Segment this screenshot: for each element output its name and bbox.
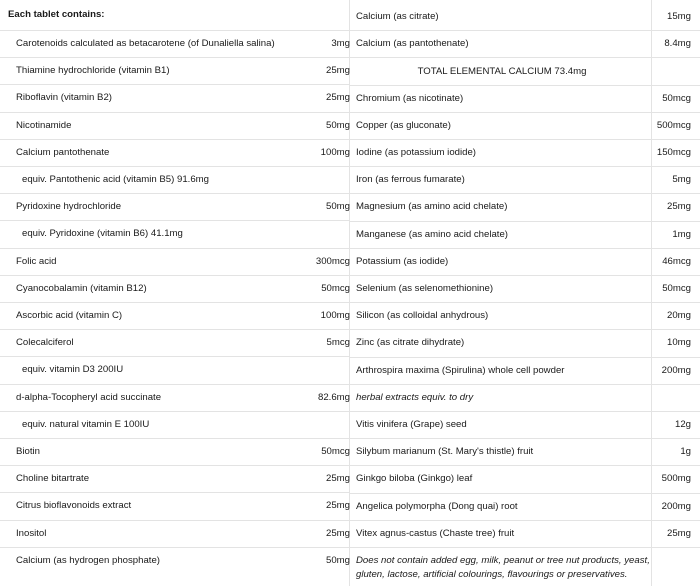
ingredient-name: Arthrospira maxima (Spirulina) whole cell powder bbox=[356, 364, 565, 376]
row-divider bbox=[349, 57, 700, 58]
ingredient-name: Vitex agnus-castus (Chaste tree) fruit bbox=[356, 527, 515, 539]
ingredient-name: Biotin bbox=[16, 446, 40, 457]
row-divider bbox=[0, 465, 349, 466]
row-divider bbox=[0, 84, 349, 85]
ingredient-name: Cyanocobalamin (vitamin B12) bbox=[16, 282, 147, 294]
row-divider bbox=[0, 57, 349, 58]
row-divider bbox=[349, 302, 700, 303]
ingredient-amount: 50mcg bbox=[321, 282, 350, 294]
row-divider bbox=[0, 520, 349, 521]
ingredient-name: Calcium (as citrate) bbox=[356, 11, 439, 22]
row-divider bbox=[0, 139, 349, 140]
ingredient-name: Silybum marianum (St. Mary's thistle) fruit bbox=[356, 446, 534, 458]
row-divider bbox=[349, 85, 700, 86]
ingredient-amount: 82.6mg bbox=[318, 391, 350, 403]
ingredient-amount: 100mg bbox=[320, 146, 350, 158]
ingredient-amount: 25mg bbox=[326, 65, 350, 77]
ingredient-amount: 500mg bbox=[661, 473, 691, 485]
row-divider bbox=[0, 248, 349, 249]
row-divider bbox=[349, 520, 700, 521]
ingredient-name: equiv. Pantothenic acid (vitamin B5) 91.6mg bbox=[22, 174, 209, 185]
ingredient-name: Iron (as ferrous fumarate) bbox=[356, 174, 465, 186]
row-divider bbox=[349, 329, 700, 330]
ingredient-name: Calcium (as hydrogen phosphate) bbox=[16, 554, 160, 566]
ingredient-amount: 25mg bbox=[326, 473, 350, 485]
row-divider bbox=[349, 112, 700, 113]
ingredient-name: equiv. natural vitamin E 100IU bbox=[22, 418, 150, 430]
ingredient-name: d-alpha-Tocopheryl acid succinate bbox=[16, 391, 162, 403]
ingredient-name: herbal extracts equiv. to dry bbox=[356, 391, 474, 403]
table-header: Each tablet contains: bbox=[8, 9, 105, 20]
ingredient-amount: 25mg bbox=[326, 527, 350, 539]
calcium-total: TOTAL ELEMENTAL CALCIUM 73.4mg bbox=[417, 66, 587, 78]
ingredient-amount: 150mcg bbox=[656, 147, 691, 158]
ingredient-name: Thiamine hydrochloride (vitamin B1) bbox=[16, 65, 170, 77]
ingredient-name: Manganese (as amino acid chelate) bbox=[356, 228, 508, 240]
ingredient-name: Selenium (as selenomethionine) bbox=[356, 283, 494, 294]
allergen-footnote: Does not contain added egg, milk, peanut or tree nut products, yeast, bbox=[356, 555, 650, 566]
ingredient-amount: 8.4mg bbox=[664, 38, 691, 50]
ingredient-amount: 25mg bbox=[667, 527, 691, 539]
row-divider bbox=[349, 547, 700, 548]
ingredient-name: Inositol bbox=[16, 527, 47, 539]
row-divider bbox=[0, 547, 349, 548]
ingredient-amount: 1g bbox=[680, 446, 691, 458]
row-divider bbox=[349, 166, 700, 167]
ingredient-amount: 46mcg bbox=[662, 255, 691, 267]
ingredient-amount: 50mg bbox=[326, 554, 350, 566]
row-divider bbox=[0, 356, 349, 357]
ingredient-name: Copper (as gluconate) bbox=[356, 119, 451, 131]
ingredient-name: Vitis vinifera (Grape) seed bbox=[356, 419, 467, 430]
row-divider bbox=[349, 438, 700, 439]
row-divider bbox=[349, 357, 700, 358]
row-divider bbox=[0, 492, 349, 493]
ingredient-name: Zinc (as citrate dihydrate) bbox=[356, 337, 465, 349]
ingredient-name: Nicotinamide bbox=[16, 119, 72, 131]
row-divider bbox=[0, 166, 349, 167]
ingredient-amount: 200mg bbox=[661, 500, 691, 512]
ingredient-amount: 10mg bbox=[667, 337, 691, 349]
ingredient-name: Iodine (as potassium iodide) bbox=[356, 147, 476, 158]
ingredient-name: Riboflavin (vitamin B2) bbox=[16, 92, 112, 104]
ingredient-name: Colecalciferol bbox=[16, 337, 74, 349]
ingredient-name: Carotenoids calculated as betacarotene (of Dunaliella salina) bbox=[16, 38, 275, 49]
ingredient-name: Potassium (as iodide) bbox=[356, 255, 449, 267]
allergen-footnote: gluten, lactose, artificial colourings, flavourings or preservatives. bbox=[356, 569, 628, 580]
ingredient-amount: 15mg bbox=[667, 11, 691, 22]
ingredient-amount: 50mg bbox=[326, 119, 350, 131]
ingredient-name: Ascorbic acid (vitamin C) bbox=[16, 310, 123, 321]
ingredient-amount: 5mg bbox=[672, 174, 691, 186]
row-divider bbox=[349, 275, 700, 276]
ingredient-amount: 20mg bbox=[667, 310, 691, 322]
row-divider bbox=[349, 30, 700, 31]
ingredient-amount: 300mcg bbox=[315, 255, 350, 267]
row-divider bbox=[349, 384, 700, 385]
row-divider bbox=[349, 248, 700, 249]
ingredient-name: Chromium (as nicotinate) bbox=[356, 92, 464, 104]
ingredient-amount: 25mg bbox=[326, 500, 350, 512]
ingredient-amount: 5mcg bbox=[326, 337, 350, 349]
row-divider bbox=[0, 220, 349, 221]
ingredient-name: Choline bitartrate bbox=[16, 473, 90, 485]
ingredient-amount: 12g bbox=[674, 419, 691, 430]
row-divider bbox=[349, 411, 700, 412]
ingredient-amount: 50mg bbox=[326, 201, 350, 213]
ingredient-amount: 3mg bbox=[331, 38, 350, 49]
ingredient-name: Calcium (as pantothenate) bbox=[356, 38, 469, 50]
ingredient-amount: 50mcg bbox=[321, 446, 350, 457]
ingredient-name: Angelica polymorpha (Dong quai) root bbox=[356, 500, 518, 512]
row-divider bbox=[0, 384, 349, 385]
ingredient-amount: 25mg bbox=[667, 201, 691, 213]
ingredient-name: equiv. vitamin D3 200IU bbox=[22, 364, 124, 376]
row-divider bbox=[0, 112, 349, 113]
row-divider bbox=[349, 465, 700, 466]
row-divider bbox=[0, 193, 349, 194]
ingredient-name: Magnesium (as amino acid chelate) bbox=[356, 201, 508, 213]
ingredient-name: Pyridoxine hydrochloride bbox=[16, 201, 122, 213]
ingredient-name: Silicon (as colloidal anhydrous) bbox=[356, 310, 489, 322]
ingredient-amount: 200mg bbox=[661, 364, 691, 376]
row-divider bbox=[349, 193, 700, 194]
row-divider bbox=[349, 493, 700, 494]
row-divider bbox=[0, 30, 349, 31]
ingredient-name: Folic acid bbox=[16, 255, 57, 267]
ingredient-amount: 25mg bbox=[326, 92, 350, 104]
row-divider bbox=[0, 438, 349, 439]
ingredient-name: equiv. Pyridoxine (vitamin B6) 41.1mg bbox=[22, 228, 183, 240]
ingredient-name: Ginkgo biloba (Ginkgo) leaf bbox=[356, 473, 473, 485]
row-divider bbox=[0, 302, 349, 303]
ingredient-amount: 1mg bbox=[672, 228, 691, 240]
ingredient-name: Citrus bioflavonoids extract bbox=[16, 500, 132, 512]
ingredient-name: Calcium pantothenate bbox=[16, 146, 110, 158]
row-divider bbox=[0, 411, 349, 412]
row-divider bbox=[0, 275, 349, 276]
ingredient-amount: 500mcg bbox=[656, 119, 691, 131]
row-divider bbox=[0, 329, 349, 330]
row-divider bbox=[349, 221, 700, 222]
ingredient-amount: 100mg bbox=[320, 310, 350, 321]
ingredient-amount: 50mcg bbox=[662, 283, 691, 294]
row-divider bbox=[349, 139, 700, 140]
ingredient-amount: 50mcg bbox=[662, 92, 691, 104]
